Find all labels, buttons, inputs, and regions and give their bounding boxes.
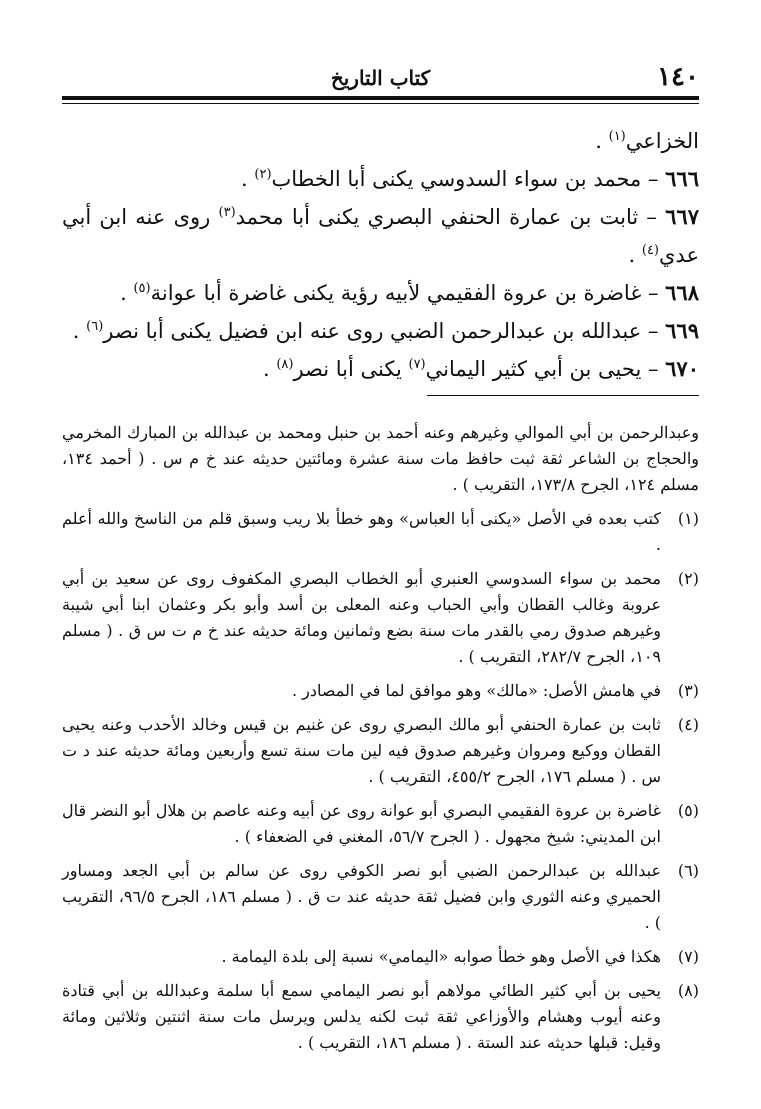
footnote-separator — [427, 395, 699, 396]
footnote-number: (٧) — [677, 947, 699, 966]
footnote-6: (٦) عبدالله بن عبدالرحمن الضبي أبو نصر الكوفي روى عن سالم بن أبي الجعد ومساور الحميري وعنه الثوري وابن فضيل ثقة حديثه عند ت ق . ( مسلم ١٨٦، الجرح ٩٦/٥، التقريب ) . — [62, 858, 699, 936]
footnote-continuation: وعبدالرحمن بن أبي الموالي وغيرهم وعنه أحمد بن حنبل ومحمد بن عبدالله بن المبارك المخرمي والحجاج بن الشاعر ثقة ثبت حافظ مات سنة عشرة ومائتين حديثه عند خ م س . ( أحمد ١٣٤، مسلم ١٢٤، الجرح ١٧٣/٨، التقريب ) . — [62, 423, 699, 494]
header-rule-thin — [62, 103, 699, 104]
entry-667: ٦٦٧ – ثابت بن عمارة الحنفي البصري يكنى أبا محمد$^{(٣)}$ روى عنه ابن أبي عدي$^{(٤)}$ . — [62, 204, 699, 267]
footnote-number: (٥) — [677, 801, 699, 820]
entry-line-continuation: الخزاعي$^{(١)}$ . — [595, 129, 699, 153]
footnote-number: (٢) — [677, 569, 699, 588]
footnote-number: (٣) — [677, 681, 699, 700]
footnote-number: (١) — [677, 509, 699, 528]
main-text — [62, 122, 699, 388]
page-number: ١٤٠ — [657, 62, 699, 92]
footnote-7: (٧) هكذا في الأصل وهو خطأ صوابه «اليمامي» نسبة إلى بلدة اليمامة . — [62, 944, 699, 970]
running-title: كتاب التاريخ — [330, 66, 431, 90]
footnote-1: (١) كتب بعده في الأصل «يكنى أبا العباس» وهو خطأ بلا ريب وسبق قلم من الناسخ والله أعلم . — [62, 506, 699, 558]
footnote-4: (٤) ثابت بن عمارة الحنفي أبو مالك البصري روى عن غنيم بن قيس وخالد الأحدب وعنه يحيى القطان ووكيع ومروان وغيرهم صدوق فيه لين مات سنة تسع وأربعين ومائة حديثه عند د ت س . ( مسلم ١٧٦، الجرح ٤٥٥/٢، التقريب ) . — [62, 712, 699, 790]
footnote-number: (٦) — [677, 861, 699, 880]
footnotes — [62, 420, 699, 1064]
page-header — [62, 58, 699, 98]
entry-669: ٦٦٩ – عبدالله بن عبدالرحمن الضبي روى عنه ابن فضيل يكنى أبا نصر$^{(٦)}$ . — [72, 318, 699, 343]
header-rule-thick — [62, 96, 699, 100]
footnote-number: (٨) — [677, 981, 699, 1000]
footnote-5: (٥) غاضرة بن عروة الفقيمي البصري أبو عوانة روى عن أبيه وعنه عاصم بن هلال أبو النضر قال ابن المديني: شيخ مجهول . ( الجرح ٥٦/٧، المغني في الضعفاء ) . — [62, 798, 699, 850]
footnote-number: (٤) — [677, 715, 699, 734]
footnote-8: (٨) يحيى بن أبي كثير الطائي مولاهم أبو نصر اليمامي سمع أبا سلمة وعبدالله بن أبي قتادة وعنه أيوب وهشام والأوزاعي ثقة ثبت لكنه يدلس ويرسل مات سنة اثنتين وثلاثين ومائة وقيل: قبلها حديثه عند الستة . ( مسلم ١٨٦، التقريب ) . — [62, 978, 699, 1056]
entry-666: ٦٦٦ – محمد بن سواء السدوسي يكنى أبا الخطاب$^{(٢)}$ . — [241, 166, 699, 191]
entry-668: ٦٦٨ – غاضرة بن عروة الفقيمي لأبيه رؤية يكنى غاضرة أبا عوانة$^{(٥)}$ . — [120, 280, 699, 305]
footnote-2: (٢) محمد بن سواء السدوسي العنبري أبو الخطاب البصري المكفوف روى عن سعيد بن أبي عروبة وغالب القطان وأبي الحباب وعنه المعلى بن أسد وأبو بكر وعثمان ابنا أبي شيبة وغيرهم صدوق رمي بالقدر مات سنة بضع وثمانين ومائة حديثه عند خ م ت س ق . ( مسلم ١٠٩، الجرح ٢٨٢/٧، التقريب ) . — [62, 566, 699, 670]
entry-670: ٦٧٠ – يحيى بن أبي كثير اليماني$^{(٧)}$ يكنى أبا نصر$^{(٨)}$ . — [262, 356, 699, 381]
footnote-3: (٣) في هامش الأصل: «مالك» وهو موافق لما في المصادر . — [62, 678, 699, 704]
